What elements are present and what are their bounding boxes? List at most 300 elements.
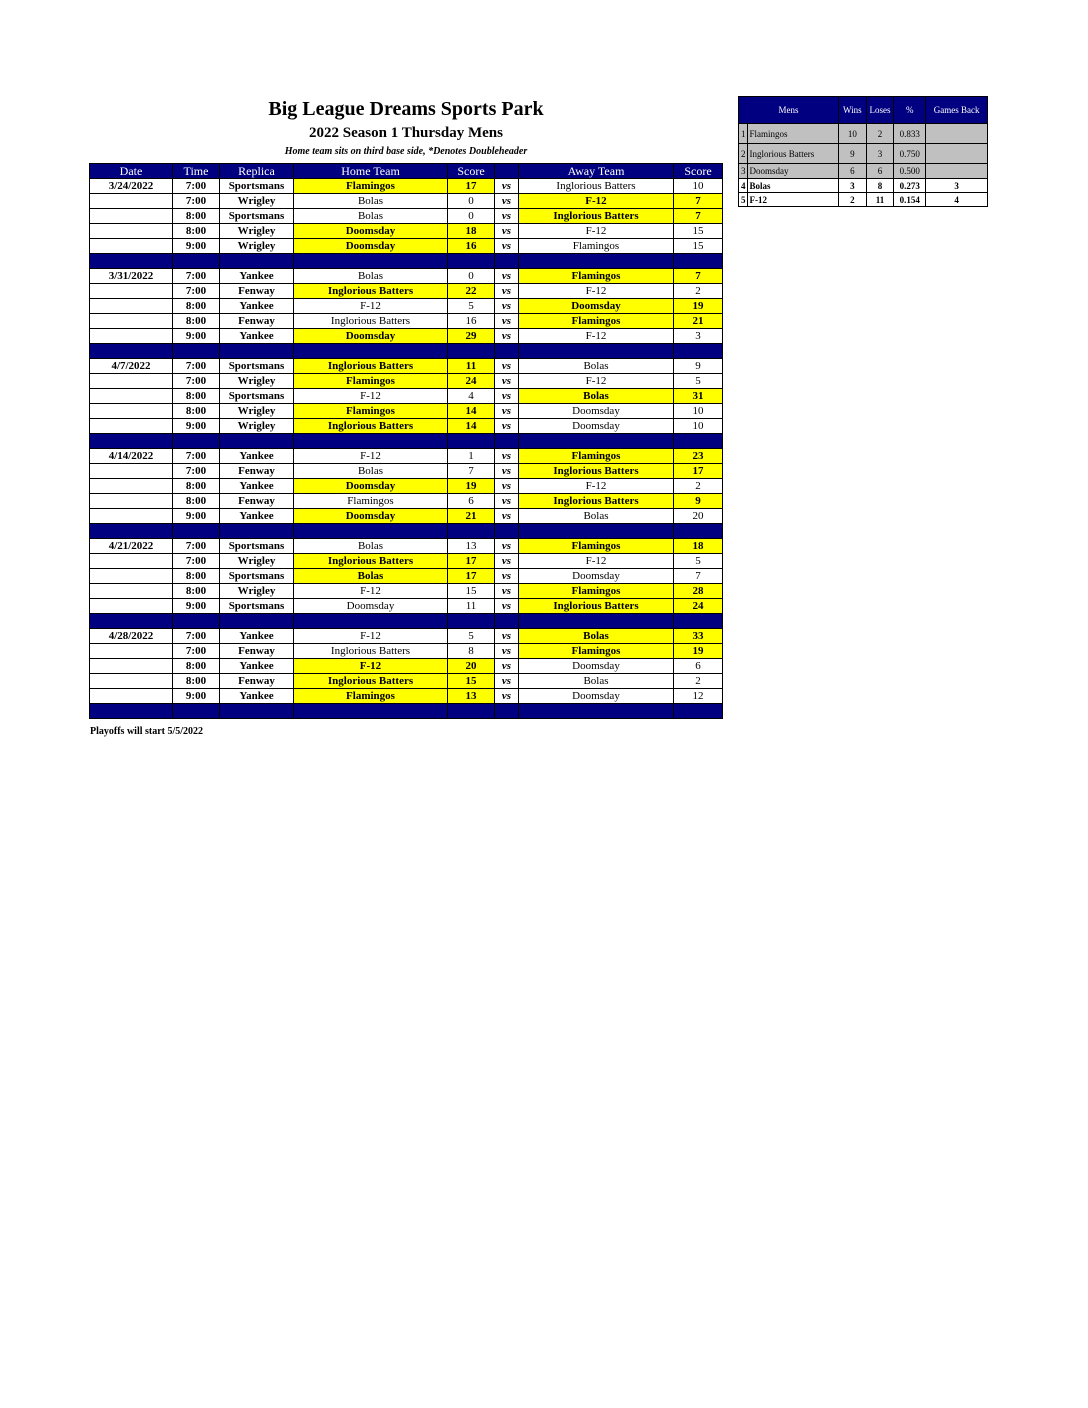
schedule-table bbox=[89, 163, 723, 719]
week-separator bbox=[90, 614, 723, 629]
game-row bbox=[90, 554, 723, 569]
away-team: Bolas bbox=[519, 629, 674, 644]
away-team: Doomsday bbox=[519, 299, 674, 314]
home-score: 21 bbox=[448, 509, 495, 524]
home-score: 18 bbox=[448, 224, 495, 239]
standings-rank: 5 bbox=[739, 193, 748, 207]
home-score: 11 bbox=[448, 359, 495, 374]
game-date bbox=[90, 644, 173, 659]
game-time: 7:00 bbox=[173, 554, 220, 569]
separator-cell bbox=[90, 254, 173, 269]
home-team: Inglorious Batters bbox=[294, 674, 448, 689]
separator-cell bbox=[220, 254, 294, 269]
game-time: 7:00 bbox=[173, 644, 220, 659]
separator-cell bbox=[294, 344, 448, 359]
home-team: Flamingos bbox=[294, 404, 448, 419]
game-date bbox=[90, 464, 173, 479]
game-row bbox=[90, 644, 723, 659]
standings-games-back: 4 bbox=[926, 193, 988, 207]
home-score: 0 bbox=[448, 194, 495, 209]
standings-header-wins: Wins bbox=[839, 97, 867, 124]
away-score: 33 bbox=[674, 629, 723, 644]
away-score: 9 bbox=[674, 494, 723, 509]
away-score: 7 bbox=[674, 194, 723, 209]
game-date: 3/31/2022 bbox=[90, 269, 173, 284]
away-team: Flamingos bbox=[519, 644, 674, 659]
standings-rank: 4 bbox=[739, 179, 748, 193]
game-row bbox=[90, 359, 723, 374]
game-date bbox=[90, 239, 173, 254]
game-date bbox=[90, 554, 173, 569]
away-team: Doomsday bbox=[519, 659, 674, 674]
game-row bbox=[90, 374, 723, 389]
away-team: Inglorious Batters bbox=[519, 599, 674, 614]
game-replica: Yankee bbox=[220, 629, 294, 644]
game-time: 8:00 bbox=[173, 659, 220, 674]
standings-wins: 3 bbox=[839, 179, 867, 193]
column-header-away-score: Score bbox=[674, 164, 723, 179]
vs-label: vs bbox=[495, 194, 519, 209]
game-replica: Fenway bbox=[220, 674, 294, 689]
standings-loses: 11 bbox=[866, 193, 894, 207]
separator-cell bbox=[220, 344, 294, 359]
game-time: 7:00 bbox=[173, 539, 220, 554]
game-time: 8:00 bbox=[173, 674, 220, 689]
separator-cell bbox=[173, 704, 220, 719]
home-team: Doomsday bbox=[294, 224, 448, 239]
home-team: Bolas bbox=[294, 194, 448, 209]
standings-pct: 0.750 bbox=[894, 144, 926, 164]
separator-cell bbox=[173, 614, 220, 629]
game-row bbox=[90, 299, 723, 314]
away-score: 10 bbox=[674, 419, 723, 434]
home-team: Doomsday bbox=[294, 479, 448, 494]
home-team: Doomsday bbox=[294, 239, 448, 254]
away-team: F-12 bbox=[519, 554, 674, 569]
separator-cell bbox=[495, 614, 519, 629]
home-score: 20 bbox=[448, 659, 495, 674]
vs-label: vs bbox=[495, 314, 519, 329]
home-score: 5 bbox=[448, 629, 495, 644]
home-team: F-12 bbox=[294, 449, 448, 464]
week-separator bbox=[90, 704, 723, 719]
game-row bbox=[90, 449, 723, 464]
game-replica: Sportsmans bbox=[220, 599, 294, 614]
game-date bbox=[90, 329, 173, 344]
standings-team: Doomsday bbox=[747, 164, 839, 179]
game-replica: Sportsmans bbox=[220, 179, 294, 194]
away-score: 10 bbox=[674, 179, 723, 194]
away-score: 9 bbox=[674, 359, 723, 374]
home-team: Doomsday bbox=[294, 509, 448, 524]
standings-loses: 8 bbox=[866, 179, 894, 193]
separator-cell bbox=[674, 524, 723, 539]
game-row bbox=[90, 194, 723, 209]
game-row bbox=[90, 479, 723, 494]
away-team: F-12 bbox=[519, 224, 674, 239]
game-replica: Yankee bbox=[220, 329, 294, 344]
home-team: Bolas bbox=[294, 569, 448, 584]
game-date bbox=[90, 419, 173, 434]
standings-header-games-back: Games Back bbox=[926, 97, 988, 124]
away-team: F-12 bbox=[519, 194, 674, 209]
away-score: 2 bbox=[674, 674, 723, 689]
game-replica: Fenway bbox=[220, 644, 294, 659]
game-time: 9:00 bbox=[173, 509, 220, 524]
separator-cell bbox=[294, 524, 448, 539]
home-team: Inglorious Batters bbox=[294, 419, 448, 434]
game-row bbox=[90, 689, 723, 704]
separator-cell bbox=[90, 614, 173, 629]
away-score: 17 bbox=[674, 464, 723, 479]
separator-cell bbox=[173, 524, 220, 539]
standings-header-mens: Mens bbox=[739, 97, 839, 124]
away-team: F-12 bbox=[519, 329, 674, 344]
separator-cell bbox=[674, 704, 723, 719]
standings-table bbox=[738, 96, 988, 207]
away-team: Flamingos bbox=[519, 449, 674, 464]
vs-label: vs bbox=[495, 644, 519, 659]
separator-cell bbox=[173, 434, 220, 449]
away-team: Flamingos bbox=[519, 314, 674, 329]
away-score: 7 bbox=[674, 269, 723, 284]
away-score: 7 bbox=[674, 209, 723, 224]
game-row bbox=[90, 569, 723, 584]
game-row bbox=[90, 509, 723, 524]
away-team: Bolas bbox=[519, 674, 674, 689]
game-time: 8:00 bbox=[173, 584, 220, 599]
separator-cell bbox=[448, 704, 495, 719]
standings-row bbox=[739, 179, 988, 193]
away-team: F-12 bbox=[519, 479, 674, 494]
home-score: 15 bbox=[448, 584, 495, 599]
game-replica: Sportsmans bbox=[220, 389, 294, 404]
separator-cell bbox=[294, 704, 448, 719]
game-date bbox=[90, 284, 173, 299]
game-time: 8:00 bbox=[173, 404, 220, 419]
column-header-vs bbox=[495, 164, 519, 179]
vs-label: vs bbox=[495, 689, 519, 704]
game-row bbox=[90, 284, 723, 299]
standings-team: F-12 bbox=[747, 193, 839, 207]
game-date bbox=[90, 584, 173, 599]
home-team-note: Home team sits on third base side, *Denotes Doubleheader bbox=[284, 146, 528, 157]
game-replica: Yankee bbox=[220, 449, 294, 464]
home-team: Inglorious Batters bbox=[294, 644, 448, 659]
home-team: Inglorious Batters bbox=[294, 554, 448, 569]
separator-cell bbox=[519, 704, 674, 719]
standings-team: Flamingos bbox=[747, 124, 839, 144]
column-header-away-team: Away Team bbox=[519, 164, 674, 179]
home-team: Inglorious Batters bbox=[294, 359, 448, 374]
game-replica: Wrigley bbox=[220, 584, 294, 599]
vs-label: vs bbox=[495, 209, 519, 224]
game-replica: Yankee bbox=[220, 299, 294, 314]
game-replica: Wrigley bbox=[220, 404, 294, 419]
home-score: 6 bbox=[448, 494, 495, 509]
vs-label: vs bbox=[495, 659, 519, 674]
away-score: 24 bbox=[674, 599, 723, 614]
game-time: 7:00 bbox=[173, 194, 220, 209]
separator-cell bbox=[519, 614, 674, 629]
standings-wins: 10 bbox=[839, 124, 867, 144]
playoffs-note: Playoffs will start 5/5/2022 bbox=[90, 726, 204, 737]
away-score: 31 bbox=[674, 389, 723, 404]
game-date bbox=[90, 299, 173, 314]
game-row bbox=[90, 224, 723, 239]
home-team: Inglorious Batters bbox=[294, 314, 448, 329]
game-time: 9:00 bbox=[173, 329, 220, 344]
separator-cell bbox=[173, 344, 220, 359]
standings-team: Inglorious Batters bbox=[747, 144, 839, 164]
standings-header-pct: % bbox=[894, 97, 926, 124]
home-team: Bolas bbox=[294, 269, 448, 284]
away-team: F-12 bbox=[519, 284, 674, 299]
game-row bbox=[90, 674, 723, 689]
home-score: 22 bbox=[448, 284, 495, 299]
standings-games-back bbox=[926, 124, 988, 144]
away-score: 23 bbox=[674, 449, 723, 464]
game-date: 3/24/2022 bbox=[90, 179, 173, 194]
separator-cell bbox=[173, 254, 220, 269]
home-score: 16 bbox=[448, 314, 495, 329]
column-header-home-score: Score bbox=[448, 164, 495, 179]
game-row bbox=[90, 269, 723, 284]
home-score: 24 bbox=[448, 374, 495, 389]
game-replica: Yankee bbox=[220, 479, 294, 494]
column-header-home-team: Home Team bbox=[294, 164, 448, 179]
away-score: 5 bbox=[674, 374, 723, 389]
standings-pct: 0.833 bbox=[894, 124, 926, 144]
standings-games-back bbox=[926, 144, 988, 164]
game-row bbox=[90, 464, 723, 479]
game-time: 8:00 bbox=[173, 299, 220, 314]
separator-cell bbox=[90, 344, 173, 359]
away-team: Inglorious Batters bbox=[519, 494, 674, 509]
home-score: 29 bbox=[448, 329, 495, 344]
game-time: 9:00 bbox=[173, 419, 220, 434]
away-team: Doomsday bbox=[519, 569, 674, 584]
standings-wins: 2 bbox=[839, 193, 867, 207]
game-date bbox=[90, 509, 173, 524]
vs-label: vs bbox=[495, 359, 519, 374]
game-date bbox=[90, 479, 173, 494]
game-replica: Wrigley bbox=[220, 419, 294, 434]
home-score: 7 bbox=[448, 464, 495, 479]
vs-label: vs bbox=[495, 629, 519, 644]
vs-label: vs bbox=[495, 569, 519, 584]
standings-wins: 9 bbox=[839, 144, 867, 164]
standings-loses: 2 bbox=[866, 124, 894, 144]
game-time: 9:00 bbox=[173, 599, 220, 614]
game-row bbox=[90, 494, 723, 509]
standings-games-back: 3 bbox=[926, 179, 988, 193]
game-time: 8:00 bbox=[173, 479, 220, 494]
game-date bbox=[90, 494, 173, 509]
game-time: 9:00 bbox=[173, 689, 220, 704]
game-row bbox=[90, 389, 723, 404]
game-replica: Wrigley bbox=[220, 224, 294, 239]
standings-row bbox=[739, 193, 988, 207]
standings-rank: 2 bbox=[739, 144, 748, 164]
home-team: F-12 bbox=[294, 659, 448, 674]
home-score: 5 bbox=[448, 299, 495, 314]
vs-label: vs bbox=[495, 539, 519, 554]
home-team: F-12 bbox=[294, 629, 448, 644]
away-team: Inglorious Batters bbox=[519, 464, 674, 479]
game-row bbox=[90, 659, 723, 674]
home-score: 16 bbox=[448, 239, 495, 254]
game-time: 7:00 bbox=[173, 464, 220, 479]
game-row bbox=[90, 314, 723, 329]
separator-cell bbox=[294, 254, 448, 269]
column-header-date: Date bbox=[90, 164, 173, 179]
away-score: 5 bbox=[674, 554, 723, 569]
game-date bbox=[90, 659, 173, 674]
game-row bbox=[90, 599, 723, 614]
game-time: 8:00 bbox=[173, 494, 220, 509]
home-team: Doomsday bbox=[294, 329, 448, 344]
vs-label: vs bbox=[495, 239, 519, 254]
away-team: Inglorious Batters bbox=[519, 179, 674, 194]
away-score: 6 bbox=[674, 659, 723, 674]
game-row bbox=[90, 239, 723, 254]
away-score: 2 bbox=[674, 284, 723, 299]
game-replica: Sportsmans bbox=[220, 569, 294, 584]
separator-cell bbox=[294, 434, 448, 449]
separator-cell bbox=[674, 614, 723, 629]
game-time: 8:00 bbox=[173, 224, 220, 239]
home-team: Bolas bbox=[294, 209, 448, 224]
game-date bbox=[90, 209, 173, 224]
week-separator bbox=[90, 524, 723, 539]
game-replica: Fenway bbox=[220, 464, 294, 479]
away-score: 19 bbox=[674, 299, 723, 314]
away-team: Bolas bbox=[519, 359, 674, 374]
game-row bbox=[90, 404, 723, 419]
away-team: Bolas bbox=[519, 509, 674, 524]
separator-cell bbox=[90, 704, 173, 719]
standings-rank: 1 bbox=[739, 124, 748, 144]
away-team: F-12 bbox=[519, 374, 674, 389]
standings-pct: 0.273 bbox=[894, 179, 926, 193]
game-time: 8:00 bbox=[173, 314, 220, 329]
away-team: Inglorious Batters bbox=[519, 209, 674, 224]
separator-cell bbox=[448, 524, 495, 539]
away-score: 18 bbox=[674, 539, 723, 554]
standings-pct: 0.500 bbox=[894, 164, 926, 179]
separator-cell bbox=[448, 434, 495, 449]
schedule-header-row bbox=[90, 164, 723, 179]
standings-loses: 3 bbox=[866, 144, 894, 164]
home-team: F-12 bbox=[294, 389, 448, 404]
away-score: 7 bbox=[674, 569, 723, 584]
home-score: 1 bbox=[448, 449, 495, 464]
game-replica: Wrigley bbox=[220, 239, 294, 254]
separator-cell bbox=[220, 614, 294, 629]
game-row bbox=[90, 179, 723, 194]
game-replica: Yankee bbox=[220, 269, 294, 284]
vs-label: vs bbox=[495, 509, 519, 524]
vs-label: vs bbox=[495, 554, 519, 569]
game-date: 4/28/2022 bbox=[90, 629, 173, 644]
game-replica: Fenway bbox=[220, 314, 294, 329]
vs-label: vs bbox=[495, 269, 519, 284]
game-time: 8:00 bbox=[173, 209, 220, 224]
standings-games-back bbox=[926, 164, 988, 179]
game-replica: Wrigley bbox=[220, 194, 294, 209]
separator-cell bbox=[519, 434, 674, 449]
vs-label: vs bbox=[495, 404, 519, 419]
column-header-replica: Replica bbox=[220, 164, 294, 179]
separator-cell bbox=[220, 524, 294, 539]
separator-cell bbox=[294, 614, 448, 629]
away-score: 12 bbox=[674, 689, 723, 704]
standings-row bbox=[739, 124, 988, 144]
home-score: 15 bbox=[448, 674, 495, 689]
home-score: 14 bbox=[448, 404, 495, 419]
game-replica: Yankee bbox=[220, 689, 294, 704]
standings-team: Bolas bbox=[747, 179, 839, 193]
game-date: 4/7/2022 bbox=[90, 359, 173, 374]
home-score: 0 bbox=[448, 209, 495, 224]
game-date bbox=[90, 404, 173, 419]
standings-header-row bbox=[739, 97, 988, 124]
vs-label: vs bbox=[495, 419, 519, 434]
home-score: 13 bbox=[448, 689, 495, 704]
separator-cell bbox=[519, 344, 674, 359]
standings-row bbox=[739, 164, 988, 179]
standings-row bbox=[739, 144, 988, 164]
separator-cell bbox=[495, 344, 519, 359]
game-replica: Yankee bbox=[220, 659, 294, 674]
game-time: 7:00 bbox=[173, 374, 220, 389]
home-score: 4 bbox=[448, 389, 495, 404]
separator-cell bbox=[495, 524, 519, 539]
home-score: 17 bbox=[448, 569, 495, 584]
away-score: 3 bbox=[674, 329, 723, 344]
vs-label: vs bbox=[495, 599, 519, 614]
game-date: 4/14/2022 bbox=[90, 449, 173, 464]
away-team: Flamingos bbox=[519, 539, 674, 554]
away-team: Doomsday bbox=[519, 404, 674, 419]
game-row bbox=[90, 584, 723, 599]
game-time: 7:00 bbox=[173, 629, 220, 644]
vs-label: vs bbox=[495, 449, 519, 464]
separator-cell bbox=[448, 344, 495, 359]
vs-label: vs bbox=[495, 494, 519, 509]
standings-rank: 3 bbox=[739, 164, 748, 179]
schedule-body bbox=[90, 179, 723, 719]
vs-label: vs bbox=[495, 374, 519, 389]
home-score: 17 bbox=[448, 179, 495, 194]
game-row bbox=[90, 209, 723, 224]
game-date bbox=[90, 314, 173, 329]
away-score: 19 bbox=[674, 644, 723, 659]
game-row bbox=[90, 419, 723, 434]
away-score: 21 bbox=[674, 314, 723, 329]
away-team: Bolas bbox=[519, 389, 674, 404]
away-score: 2 bbox=[674, 479, 723, 494]
home-score: 0 bbox=[448, 269, 495, 284]
home-team: Inglorious Batters bbox=[294, 284, 448, 299]
separator-cell bbox=[90, 524, 173, 539]
separator-cell bbox=[495, 254, 519, 269]
game-time: 8:00 bbox=[173, 389, 220, 404]
away-team: Flamingos bbox=[519, 584, 674, 599]
game-time: 7:00 bbox=[173, 284, 220, 299]
away-score: 15 bbox=[674, 224, 723, 239]
